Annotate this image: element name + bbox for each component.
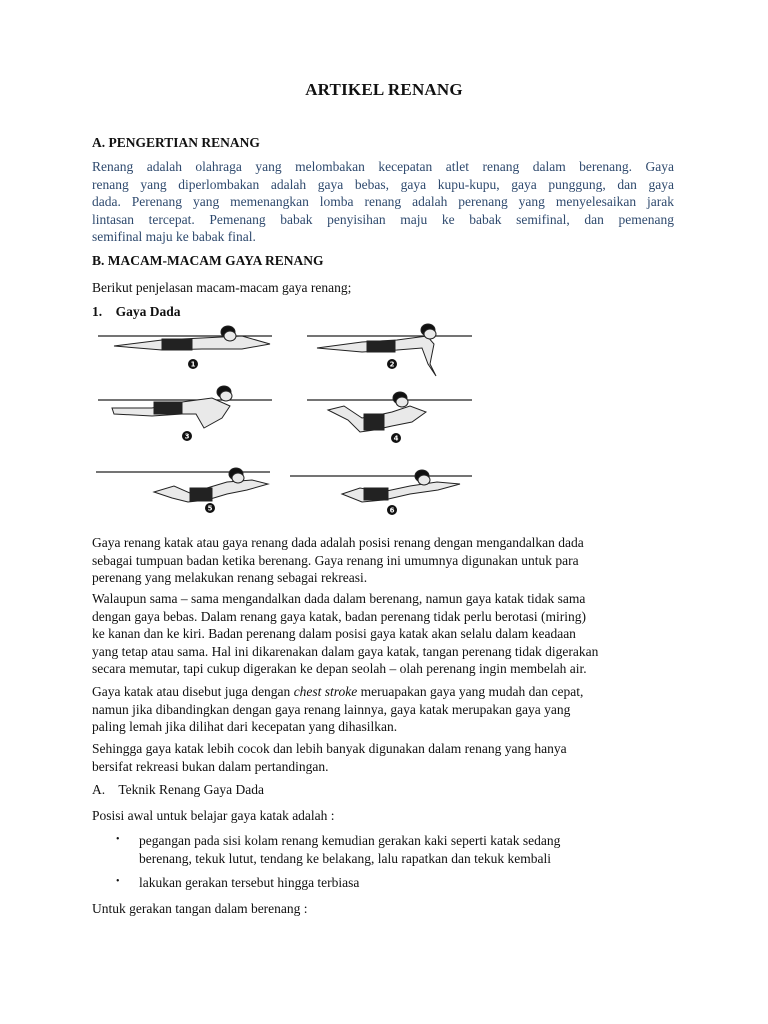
swimmer-4 <box>328 392 426 432</box>
paragraph-line: semifinal maju ke babak final. <box>92 229 256 244</box>
paragraph-line: sebagai tumpuan badan ketika berenang. Gaya renang ini umumnya digunakan untuk para <box>92 552 579 568</box>
paragraph-line: secara memutar, tapi cukup digerakan ke depan seolah – olah perenang ingin membelah air. <box>92 661 587 676</box>
paragraph-line: lintasan tercepat. Pemenang babak penyisihan maju ke babak semifinal, dan pemenang <box>92 211 674 227</box>
paragraph-line: perenang yang melakukan renang sebagai rekreasi. <box>92 570 368 585</box>
paragraph-line: dengan gaya bebas. Dalam renang gaya katak, badan perenang tidak perlu berotasi (miring) <box>92 608 587 624</box>
swimmer-3 <box>112 386 232 428</box>
svg-text:3: 3 <box>184 432 190 441</box>
paragraph-1 <box>92 534 674 587</box>
paragraph-line: bersifat rekreasi bukan dalam pertandingan. <box>92 758 329 774</box>
figure-number-4 <box>391 433 401 443</box>
paragraph-line: yang tetap atau sama. Hal ini dikarenakan dalam gaya katak, tangan perenang tidak digerakan <box>92 643 599 659</box>
text-run: Gaya katak atau disebut juga dengan <box>92 684 294 699</box>
section-b-heading: B. MACAM-MACAM GAYA RENANG <box>92 253 324 268</box>
bullet-line: lakukan gerakan tersebut hingga terbiasa <box>139 875 360 890</box>
paragraph-2 <box>92 590 674 678</box>
swimmer-6 <box>342 470 460 502</box>
bullet-line: pegangan pada sisi kolam renang kemudian gerakan kaki seperti katak sedang <box>139 833 561 848</box>
svg-text:2: 2 <box>389 360 395 369</box>
paragraph-line: ke kanan dan ke kiri. Badan perenang dalam posisi gaya katak akan selalu dalam keadaan <box>92 626 576 641</box>
paragraph-line: Sehingga gaya katak lebih cocok dan lebih banyak digunakan dalam renang yang hanya <box>92 741 567 756</box>
bullet-item-2 <box>139 874 679 892</box>
paragraph-line: paling lemah jika dilihat dari kecepatan yang dihasilkan. <box>92 719 398 734</box>
svg-text:6: 6 <box>389 506 395 515</box>
bullet-line: berenang, tekuk lutut, tendang ke belakang, lalu rapatkan dan tekuk kembali <box>139 850 551 866</box>
paragraph-line: Gaya renang katak atau gaya renang dada adalah posisi renang dengan mengandalkan dada <box>92 535 584 550</box>
swimmer-1 <box>114 326 270 350</box>
breaststroke-illustration <box>92 322 482 522</box>
technique-heading: A. Teknik Renang Gaya Dada <box>92 782 265 797</box>
swimmer-2 <box>317 324 436 376</box>
section-a-heading: A. PENGERTIAN RENANG <box>92 135 260 150</box>
paragraph-line: Walaupun sama – sama mengandalkan dada dalam berenang, namun gaya katak tidak sama <box>92 591 586 606</box>
swimmer-5 <box>154 468 268 502</box>
document-title: ARTIKEL RENANG <box>305 80 463 99</box>
paragraph-3 <box>92 683 674 736</box>
paragraph-4 <box>92 740 674 775</box>
svg-text:5: 5 <box>207 504 213 513</box>
item-gaya-dada: 1. Gaya Dada <box>92 304 181 319</box>
bullet-icon: • <box>116 834 120 845</box>
paragraph-line <box>92 683 674 701</box>
paragraph-line: namun jika dibandingkan dengan gaya renang lainnya, gaya katak merupakan gaya yang <box>92 701 571 717</box>
section-a-paragraph <box>92 158 674 246</box>
figure-number-3 <box>182 431 192 441</box>
text-run: meruapakan gaya yang mudah dan cepat, <box>357 684 584 699</box>
bullet-item-1 <box>139 832 679 867</box>
figure-number-1 <box>188 359 198 369</box>
technique-outro: Untuk gerakan tangan dalam berenang : <box>92 901 308 916</box>
section-b-intro <box>92 279 674 297</box>
bullet-icon: • <box>116 876 120 887</box>
technique-intro: Posisi awal untuk belajar gaya katak adalah : <box>92 808 335 823</box>
svg-text:4: 4 <box>393 434 399 443</box>
svg-text:1: 1 <box>190 360 196 369</box>
intro-text: Berikut penjelasan macam-macam gaya renang; <box>92 280 352 295</box>
paragraph-line: renang yang diperlombakan adalah gaya bebas, gaya kupu-kupu, gaya punggung, dan gaya <box>92 176 674 192</box>
figure-number-5 <box>205 503 215 513</box>
figure-number-2 <box>387 359 397 369</box>
figure-number-6 <box>387 505 397 515</box>
paragraph-line: dada. Perenang yang memenangkan lomba renang adalah perenang yang menyelesaikan jarak <box>92 194 674 209</box>
paragraph-line: Renang adalah olahraga yang melombakan kecepatan atlet renang dalam berenang. Gaya <box>92 159 674 174</box>
italic-term: chest stroke <box>293 684 358 699</box>
